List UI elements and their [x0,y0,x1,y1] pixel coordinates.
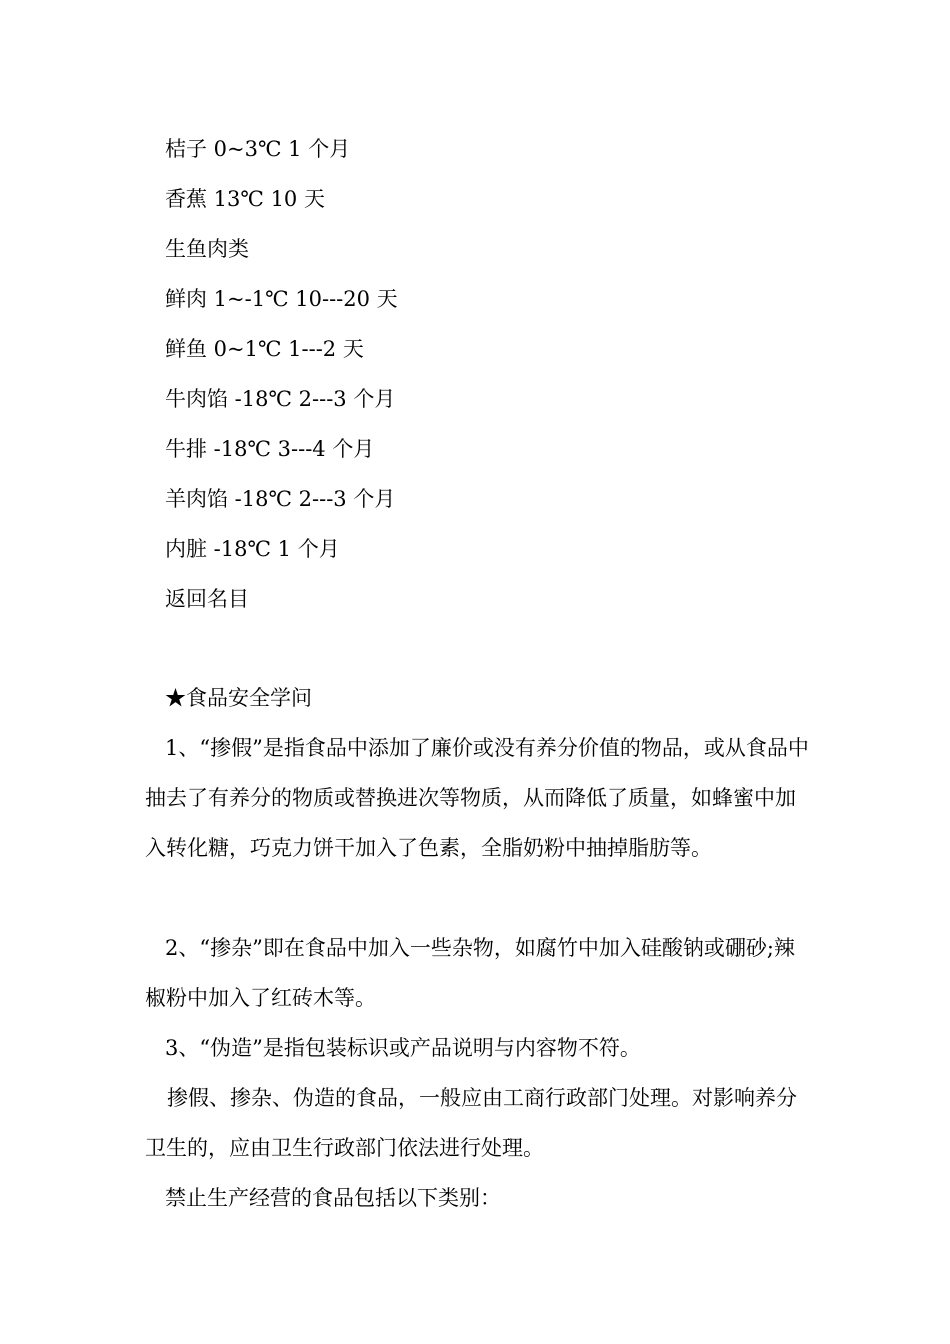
storage-category: 生鱼肉类 [165,237,249,261]
storage-item: 牛肉馅 -18℃ 2---3 个月 [165,387,396,411]
paragraph-handling: 掺假、掺杂、伪造的食品，一般应由工商行政部门处理。对影响养分卫生的，应由卫生行政部门依法进行处理。 [145,1086,797,1160]
storage-item: 羊肉馅 -18℃ 2---3 个月 [165,487,396,511]
storage-item: 桔子 0~3℃ 1 个月 [165,137,351,161]
storage-item: 牛排 -18℃ 3---4 个月 [165,437,375,461]
storage-item: 鲜肉 1~-1℃ 10---20 天 [165,287,398,311]
section-title: ★食品安全学问 [165,686,312,710]
storage-item: 鲜鱼 0~1℃ 1---2 天 [165,337,364,361]
storage-item: 内脏 -18℃ 1 个月 [165,537,340,561]
paragraph-prohibited: 禁止生产经营的食品包括以下类别： [165,1186,501,1210]
paragraph-adulteration: 1、“掺假”是指食品中添加了廉价或没有养分价值的物品，或从食品中抽去了有养分的物质或替换进次等物质，从而降低了质量，如蜂蜜中加入转化糖，巧克力饼干加入了色素，全脂奶粉中抽掉脂肪等。 [145,736,809,860]
paragraph-impurity: 2、“掺杂”即在食品中加入一些杂物，如腐竹中加入硅酸钠或硼砂;辣椒粉中加入了红砖木等。 [145,936,795,1010]
paragraph-counterfeit: 3、“伪造”是指包装标识或产品说明与内容物不符。 [165,1036,641,1060]
return-link[interactable]: 返回名目 [165,587,249,611]
storage-item: 香蕉 13℃ 10 天 [165,187,325,211]
